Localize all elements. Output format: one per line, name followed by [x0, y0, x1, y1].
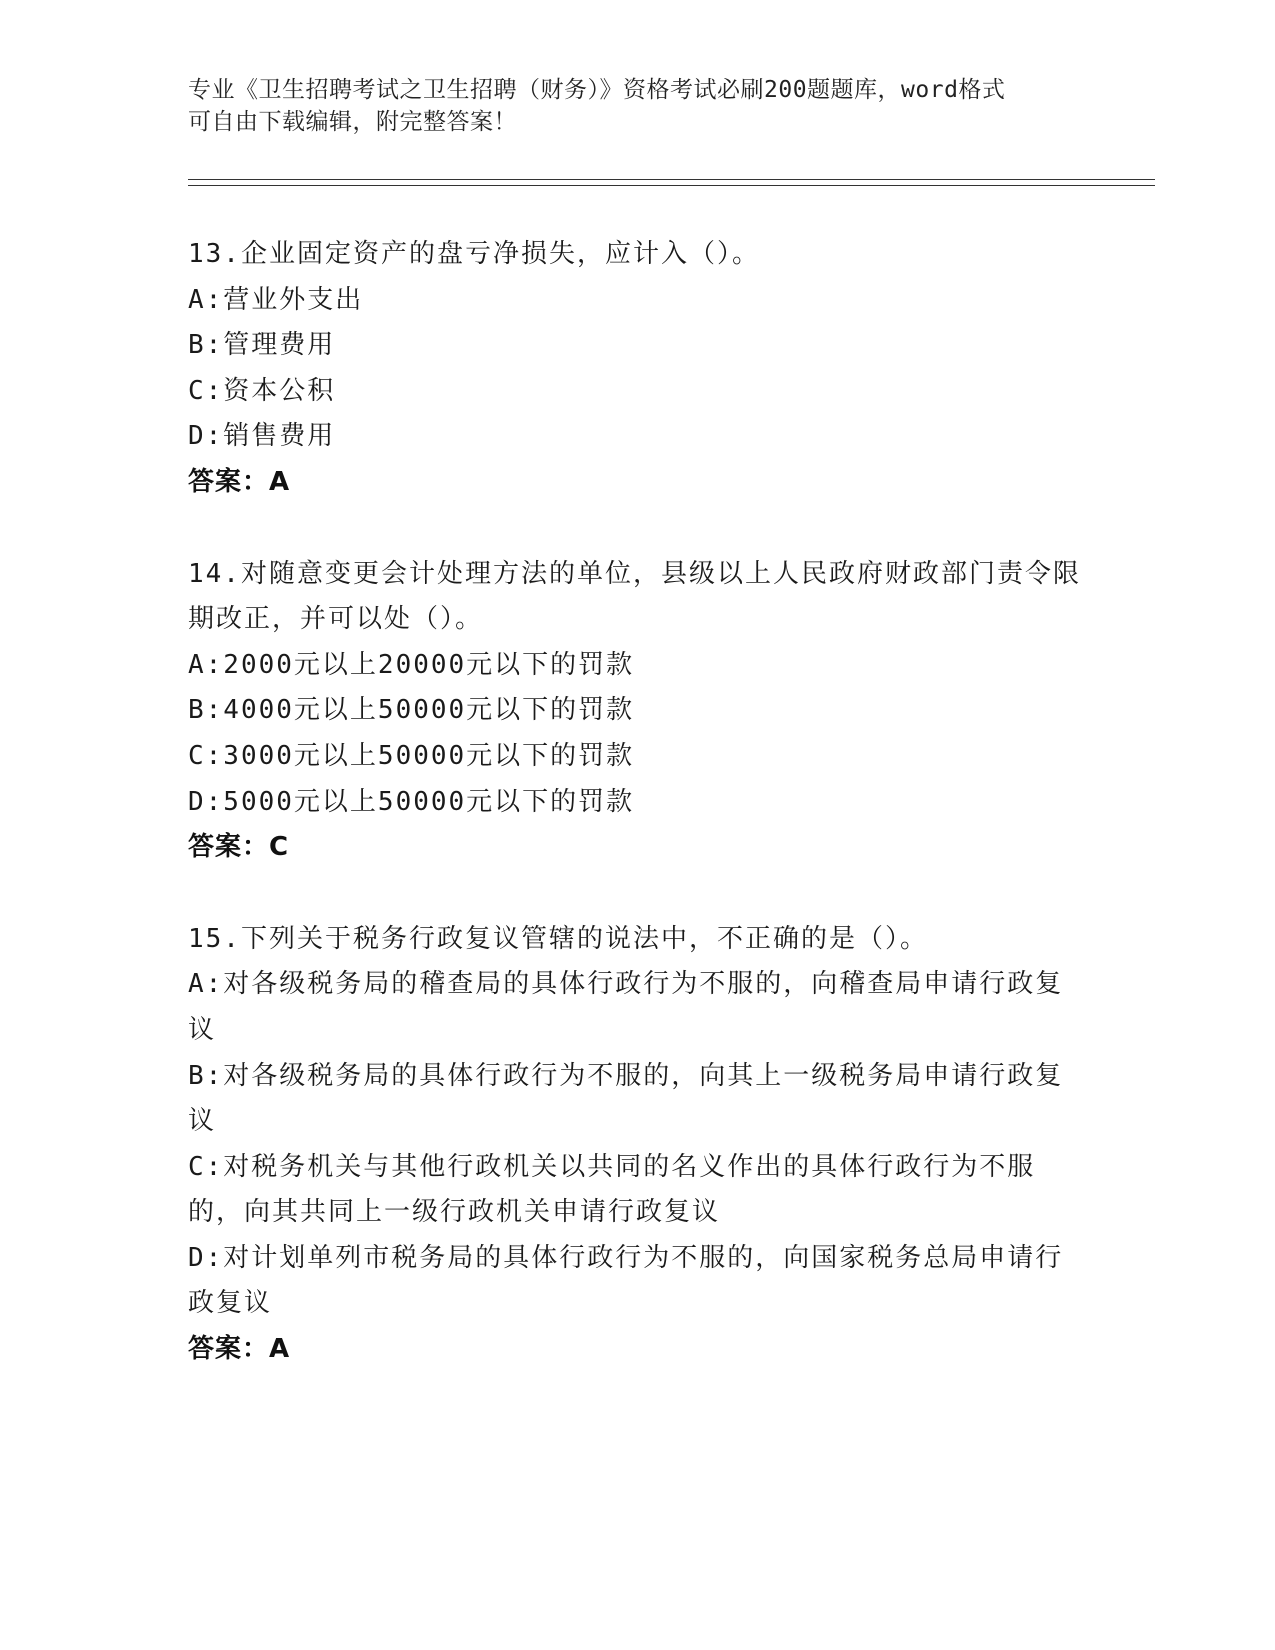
header-line-1: 专业《卫生招聘考试之卫生招聘（财务）》资格考试必刷200题题库，word格式: [188, 77, 1006, 103]
question-stem: 14.对随意变更会计处理方法的单位，县级以上人民政府财政部门责令限期改正，并可以处（）。: [188, 558, 1081, 635]
answer: 答案：A: [188, 1334, 291, 1365]
question-15: [188, 917, 1088, 1373]
answer: 答案：C: [188, 832, 290, 863]
option-c: C:3000元以上50000元以下的罚款: [188, 740, 635, 771]
option-b: B:管理费用: [188, 330, 336, 361]
header-line-2: 可自由下载编辑，附完整答案！: [188, 109, 517, 135]
question-14: [188, 552, 1088, 871]
option-b: B:对各级税务局的具体行政行为不服的，向其上一级税务局申请行政复议: [188, 1060, 1064, 1137]
document-header: [188, 74, 1068, 138]
answer: 答案：A: [188, 466, 291, 497]
option-c: C:资本公积: [188, 375, 336, 406]
question-13: [188, 232, 1088, 506]
option-d: D:5000元以上50000元以下的罚款: [188, 786, 635, 817]
option-a: A:营业外支出: [188, 284, 364, 315]
question-stem: 15.下列关于税务行政复议管辖的说法中，不正确的是（）。: [188, 923, 928, 954]
option-d: D:销售费用: [188, 421, 336, 452]
question-stem: 13.企业固定资产的盘亏净损失，应计入（）。: [188, 239, 760, 269]
option-a: A:2000元以上20000元以下的罚款: [188, 649, 635, 680]
option-a: A:对各级税务局的稽查局的具体行政行为不服的，向稽查局申请行政复议: [188, 969, 1064, 1045]
option-d: D:对计划单列市税务局的具体行政行为不服的，向国家税务总局申请行政复议: [188, 1242, 1064, 1319]
question-list: [188, 232, 1088, 1419]
option-b: B:4000元以上50000元以下的罚款: [188, 695, 635, 726]
header-double-rule: [188, 179, 1155, 186]
option-c: C:对税务机关与其他行政机关以共同的名义作出的具体行政行为不服的，向其共同上一级行政机关申请行政复议: [188, 1151, 1036, 1228]
